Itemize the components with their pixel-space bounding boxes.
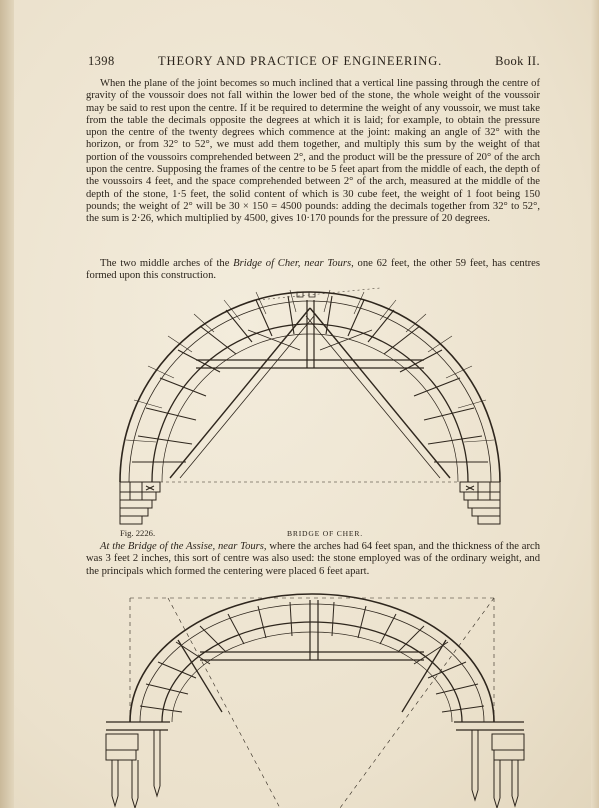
p3-bridge-name: At the Bridge of the Assise, near Tours, (100, 541, 267, 552)
figure-title: BRIDGE OF CHER. (287, 529, 363, 538)
paragraph-bridge-of-assise (86, 541, 540, 578)
running-title: THEORY AND PRACTICE OF ENGINEERING. (158, 54, 443, 68)
p2-bridge-name: Bridge of Cher, near Tours, (233, 258, 354, 269)
paragraph-voussoir-weight: When the plane of the joint becomes so much inclined that a vertical line passing through the centre of gravity of the voussoir does not fall within the lower bed of the stone, the whole weight of the voussoir may be said to rest upon the centre. If it be required to determine the weight of any voussoir, we must take from the table the decimals opposite the degrees at which it is laid; for example, to obtain the pressure upon the centre of the twenty degrees which commence at the joint: making an angle of 32° with the horizon, or from 32° to 52°, we must add them together, and multiply this sum by the weight of that portion of the voussoirs comprehended between 2°, and the product will be the pressure of 20° of the arch upon the centre. Supposing the frames of the centre to be 5 feet apart from the middle of each, the depth of the voussoirs 4 feet, and the space comprehended between 2° of the arch, measured at the middle of the depth of the stone, 1·5 feet, the solid content of which is 30 cube feet, the weight of 1 foot being 150 pounds; the weight of 2° will be 30 × 150 = 4500 pounds: adding the decimals together from 32° to 52°, the sum is 2·26, which multiplied by 4500, gives 10·170 pounds for the pressure of 20 degrees. (86, 78, 540, 225)
p3-rest: where the arches had 64 feet span, and the thickness of the arch was 3 feet 2 inches, this sort of centre was also used: the stone employed was of the ordinary weight, and the principals which formed the centering were placed 6 feet apart. (86, 541, 540, 577)
book-label: Book II. (495, 54, 540, 68)
p2-lead: The two middle arches of the (100, 258, 234, 269)
figure-number: Fig. 2226. (120, 528, 156, 538)
figure-bridge-of-assise (106, 594, 524, 808)
page-number: 1398 (88, 54, 115, 68)
p2-rest: one 62 feet, the other 59 feet, has centres formed upon this construction. (86, 258, 540, 282)
